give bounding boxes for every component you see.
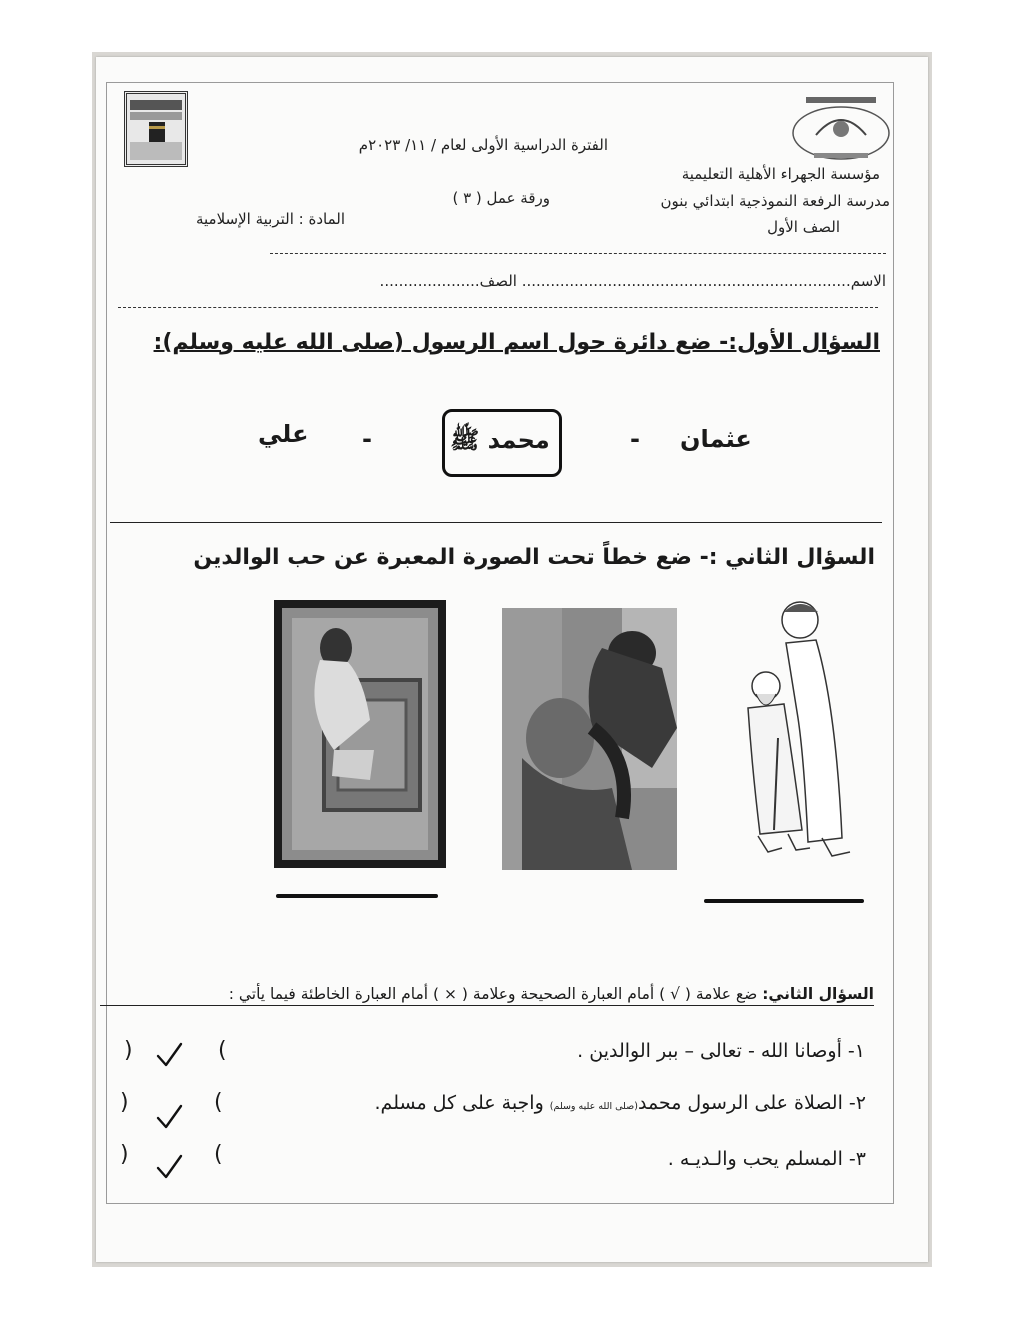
- answer-circle: [442, 409, 562, 477]
- name-option-uthman[interactable]: عثمان: [680, 425, 752, 453]
- separator: -: [362, 425, 372, 453]
- period-text: الفترة الدراسية الأولى لعام / ١١/ ٢٠٢٣م: [358, 136, 608, 154]
- checkmark-icon: [154, 1152, 184, 1182]
- image-boy-helping-grandfather[interactable]: [738, 598, 858, 866]
- honorific: (صلى الله عليه وسلم): [549, 1101, 638, 1112]
- name-option-ali[interactable]: علي: [258, 420, 309, 448]
- q1-title: [130, 330, 880, 355]
- close-paren: ): [124, 1038, 133, 1063]
- name-field-line: الاسم..................................................................... الصف.....................: [379, 272, 886, 290]
- q1-title-text: السؤال الأول:- ضع دائرة حول اسم الرسول (صلى الله عليه وسلم):: [153, 330, 880, 355]
- statement-1: ١- أوصانا الله - تعالى – ببر الوالدين .: [577, 1040, 865, 1062]
- answer-underline: [276, 894, 438, 898]
- statement-2-part-b: واجبة على كل مسلم.: [374, 1092, 550, 1114]
- separator: -: [630, 425, 640, 453]
- image-boy-hitting-man[interactable]: [502, 608, 677, 870]
- q3-title-rest: ضع علامة ( √ ) أمام العبارة الصحيحة وعلامة ( × ) أمام العبارة الخاطئة فيما يأتي :: [228, 985, 763, 1003]
- school-logo: [786, 95, 896, 165]
- q2-title: السؤال الثاني :- ضع خطاً تحت الصورة المعبرة عن حب الوالدين: [193, 545, 875, 570]
- open-paren: (: [214, 1090, 223, 1115]
- open-paren: (: [214, 1142, 223, 1167]
- statement-2-part-a: ٢- الصلاة على الرسول محمد: [637, 1092, 866, 1114]
- close-paren: ): [120, 1142, 129, 1167]
- statement-3: ٣- المسلم يحب والـديـه .: [667, 1148, 866, 1170]
- divider-dashed: [270, 253, 886, 254]
- checkmark-icon: [154, 1102, 184, 1132]
- school-name: مدرسة الرفعة النموذجية ابتدائي بنون: [660, 192, 890, 210]
- image-person-praying[interactable]: [274, 600, 446, 868]
- divider-dashed: [118, 307, 878, 308]
- org-name: مؤسسة الجهراء الأهلية التعليمية: [681, 165, 880, 183]
- statement-2: [232, 1092, 866, 1114]
- checkmark-icon: [154, 1040, 184, 1070]
- q3-title: [100, 985, 874, 1006]
- name-option-muhammad[interactable]: محمد ﷺ: [450, 426, 550, 454]
- answer-underline: [704, 899, 864, 903]
- section-divider: [110, 522, 882, 523]
- close-paren: ): [120, 1090, 129, 1115]
- grade-label: الصف الأول: [767, 218, 840, 236]
- open-paren: (: [218, 1038, 227, 1063]
- kaaba-logo: [124, 91, 188, 167]
- subject-label: المادة : التربية الإسلامية: [195, 210, 345, 228]
- worksheet-number: ورقة عمل ( ٣ ): [452, 189, 550, 207]
- q3-title-prefix: السؤال الثاني:: [762, 985, 874, 1003]
